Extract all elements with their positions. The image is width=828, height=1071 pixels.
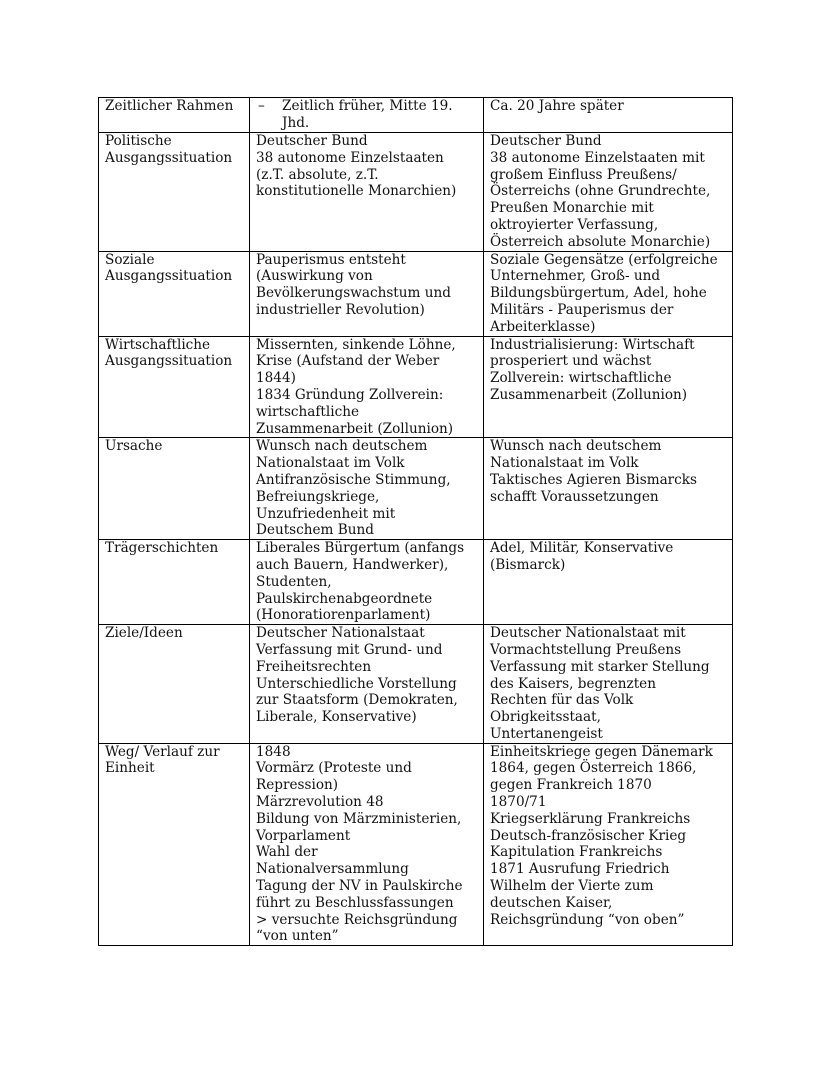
revolution-1848-cell: [250, 743, 484, 946]
cell-line: Unzufriedenheit mit: [256, 505, 396, 522]
table-row: [99, 438, 733, 540]
cell-line: wirtschaftliche: [256, 403, 359, 420]
cell-line: gegen Frankreich 1870: [490, 777, 652, 794]
cell-line: Nationalstaat im Volk: [490, 455, 639, 472]
cell-line: konstitutionelle Monarchien): [256, 183, 457, 200]
cell-line: Militärs - Pauperismus der: [490, 301, 674, 318]
cell-line: Vormachtstellung Preußens: [490, 641, 682, 658]
cell-line: Unternehmer, Groß- und: [490, 268, 661, 285]
row-label-cell: [99, 743, 250, 946]
dash-bullet: –: [258, 98, 265, 114]
cell-line: Zollverein: wirtschaftliche: [490, 370, 672, 387]
cell-line: Wahl der: [256, 844, 318, 861]
cell-line: (Bismarck): [490, 556, 566, 573]
cell-line: Repression): [256, 777, 339, 794]
cell-line: Untertanengeist: [490, 725, 603, 742]
cell-line: (z.T. absolute, z.T.: [256, 166, 379, 183]
cell-line: Bildung von Märzministerien,: [256, 810, 462, 827]
cell-line: Reichsgründung “von oben”: [490, 911, 685, 928]
revolution-1848-cell: [250, 133, 484, 252]
row-label-cell: [99, 438, 250, 540]
row-label-cell: [99, 133, 250, 252]
cell-line: Bildungsbürgertum, Adel, hohe: [490, 285, 707, 302]
cell-line: 1871 Ausrufung Friedrich: [490, 861, 670, 878]
cell-line: prosperiert und wächst: [490, 353, 652, 370]
reichsgruendung-1871-cell: [484, 743, 733, 946]
cell-line: Missernten, sinkende Löhne,: [256, 336, 456, 353]
cell-line: > versuchte Reichsgründung: [256, 911, 458, 928]
cell-line: (Auswirkung von: [256, 268, 373, 285]
row-label-cell: [99, 251, 250, 336]
cell-line: Unterschiedliche Vorstellung: [256, 675, 457, 692]
cell-line: Ausgangssituation: [105, 353, 233, 370]
row-label-cell: [99, 98, 250, 133]
table-row: [99, 133, 733, 252]
cell-line: 1834 Gründung Zollverein:: [256, 386, 444, 403]
row-label-cell: [99, 625, 250, 744]
cell-line: Ca. 20 Jahre später: [490, 98, 624, 114]
cell-line: Preußen Monarchie mit: [490, 200, 654, 217]
cell-line: Nationalversammlung: [256, 861, 409, 878]
cell-line: Trägerschichten: [105, 540, 219, 557]
cell-line: 1870/71: [490, 794, 547, 811]
cell-line: Zusammenarbeit (Zollunion): [256, 420, 454, 437]
cell-line: Österreichs (ohne Grundrechte,: [490, 183, 711, 200]
cell-line: auch Bauern, Handwerker),: [256, 556, 449, 573]
cell-line: Deutscher Bund: [256, 133, 368, 149]
cell-line: Antifranzösische Stimmung,: [256, 471, 451, 488]
cell-line: Deutscher Nationalstaat mit: [490, 625, 686, 642]
cell-line: Freiheitsrechten: [256, 658, 372, 675]
cell-line: Adel, Militär, Konservative: [490, 540, 674, 557]
cell-line: Zeitlicher Rahmen: [105, 98, 234, 114]
cell-line: Einheit: [105, 760, 155, 777]
cell-line: Tagung der NV in Paulskirche: [256, 878, 463, 895]
revolution-1848-cell: [250, 98, 484, 133]
cell-line: führt zu Beschlussfassungen: [256, 894, 454, 911]
cell-line: Zusammenarbeit (Zollunion): [490, 386, 688, 403]
cell-line: Vormärz (Proteste und: [256, 760, 412, 777]
cell-line: Soziale Gegensätze (erfolgreiche: [490, 251, 718, 268]
reichsgruendung-1871-cell: [484, 133, 733, 252]
cell-line: 1844): [256, 370, 296, 387]
cell-line: Liberale, Konservative): [256, 709, 417, 726]
reichsgruendung-1871-cell: [484, 98, 733, 133]
comparison-table: [98, 97, 733, 946]
cell-line: 1864, gegen Österreich 1866,: [490, 760, 697, 777]
cell-line: Vorparlament: [256, 827, 351, 844]
cell-line: Krise (Aufstand der Weber: [256, 353, 440, 370]
cell-line: Verfassung mit starker Stellung: [490, 658, 710, 675]
cell-line: oktroyierter Verfassung,: [490, 216, 659, 233]
cell-line: Kriegserklärung Frankreichs: [490, 810, 691, 827]
bullet-item: [256, 98, 480, 132]
cell-line: des Kaisers, begrenzten: [490, 675, 656, 692]
cell-line: Arbeiterklasse): [490, 318, 596, 335]
cell-line: Wunsch nach deutschem: [256, 438, 428, 455]
cell-line: Jhd.: [282, 114, 310, 131]
cell-line: 38 autonome Einzelstaaten mit: [490, 149, 705, 166]
revolution-1848-cell: [250, 251, 484, 336]
cell-line: schafft Voraussetzungen: [490, 488, 659, 505]
cell-line: Obrigkeitsstaat,: [490, 709, 601, 726]
cell-line: Rechten für das Volk: [490, 692, 634, 709]
cell-line: “von unten”: [256, 928, 339, 945]
cell-line: Ausgangssituation: [105, 149, 233, 166]
cell-line: Ziele/Ideen: [105, 625, 183, 642]
reichsgruendung-1871-cell: [484, 540, 733, 625]
bullet-text: [282, 98, 480, 132]
cell-line: Kapitulation Frankreichs: [490, 844, 663, 861]
revolution-1848-cell: [250, 625, 484, 744]
cell-line: großem Einfluss Preußens/: [490, 166, 677, 183]
cell-line: Zeitlich früher, Mitte 19.: [282, 98, 453, 114]
table-row: [99, 251, 733, 336]
cell-line: Wunsch nach deutschem: [490, 438, 662, 455]
revolution-1848-cell: [250, 438, 484, 540]
row-label-cell: [99, 336, 250, 438]
row-label-cell: [99, 540, 250, 625]
comparison-table-body: [99, 98, 733, 946]
cell-line: industrieller Revolution): [256, 301, 425, 318]
cell-line: Politische: [105, 133, 172, 149]
table-row: [99, 336, 733, 438]
cell-line: Deutschem Bund: [256, 522, 374, 539]
cell-line: Pauperismus entsteht: [256, 251, 406, 268]
cell-line: Studenten,: [256, 573, 332, 590]
cell-line: Deutsch-französischer Krieg: [490, 827, 687, 844]
table-row: [99, 98, 733, 133]
cell-line: 38 autonome Einzelstaaten: [256, 149, 444, 166]
cell-line: Einheitskriege gegen Dänemark: [490, 743, 713, 760]
cell-line: Befreiungskriege,: [256, 488, 380, 505]
cell-line: Weg/ Verlauf zur: [105, 743, 220, 760]
reichsgruendung-1871-cell: [484, 336, 733, 438]
table-row: [99, 743, 733, 946]
cell-line: Wirtschaftliche: [105, 336, 211, 353]
reichsgruendung-1871-cell: [484, 438, 733, 540]
cell-line: Deutscher Bund: [490, 133, 602, 149]
cell-line: Verfassung mit Grund- und: [256, 641, 443, 658]
cell-line: Märzrevolution 48: [256, 794, 384, 811]
cell-line: Soziale: [105, 251, 155, 268]
reichsgruendung-1871-cell: [484, 251, 733, 336]
cell-line: Paulskirchenabgeordnete: [256, 590, 433, 607]
cell-line: Ausgangssituation: [105, 268, 233, 285]
table-row: [99, 625, 733, 744]
revolution-1848-cell: [250, 336, 484, 438]
revolution-1848-cell: [250, 540, 484, 625]
cell-line: (Honoratiorenparlament): [256, 607, 431, 624]
cell-line: Nationalstaat im Volk: [256, 455, 405, 472]
cell-line: Taktisches Agieren Bismarcks: [490, 471, 698, 488]
cell-line: Industrialisierung: Wirtschaft: [490, 336, 695, 353]
cell-line: zur Staatsform (Demokraten,: [256, 692, 458, 709]
cell-line: Deutscher Nationalstaat: [256, 625, 425, 642]
cell-line: Bevölkerungswachstum und: [256, 285, 451, 302]
cell-line: Liberales Bürgertum (anfangs: [256, 540, 465, 557]
reichsgruendung-1871-cell: [484, 625, 733, 744]
cell-line: 1848: [256, 743, 291, 760]
cell-line: Wilhelm der Vierte zum: [490, 878, 654, 895]
cell-line: Ursache: [105, 438, 163, 455]
table-row: [99, 540, 733, 625]
cell-line: deutschen Kaiser,: [490, 894, 613, 911]
cell-line: Österreich absolute Monarchie): [490, 233, 711, 250]
